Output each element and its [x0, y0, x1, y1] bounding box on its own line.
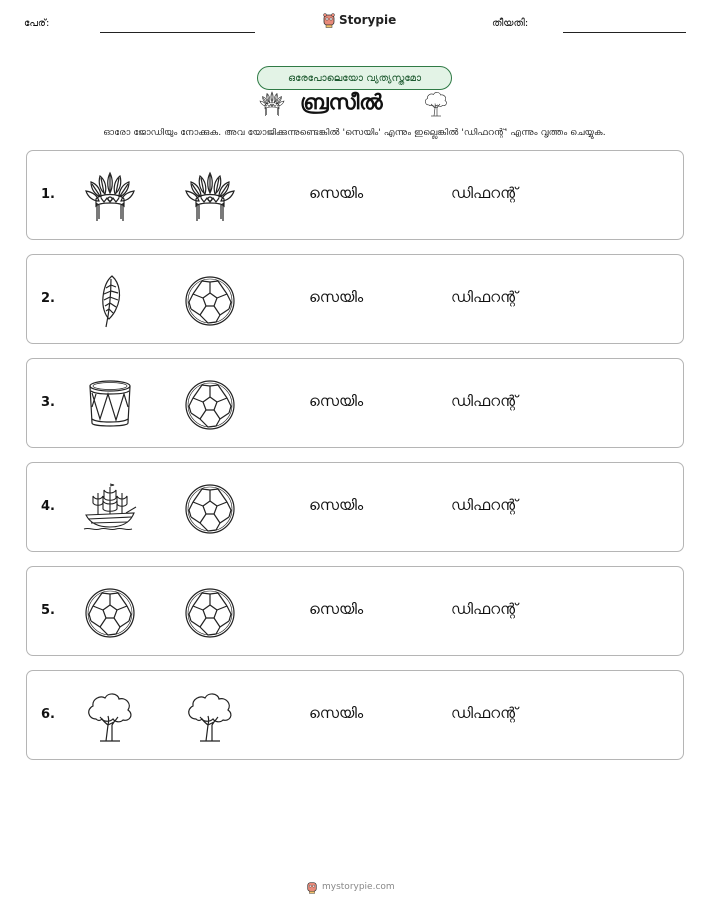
option-same[interactable]: സെയിം [309, 496, 364, 514]
worksheet-type-badge: ഒരേപോലെയോ വ്യത്യസ്തമോ [257, 66, 452, 90]
tree-icon [422, 90, 450, 118]
title-row [0, 90, 709, 120]
feather-icon [82, 273, 138, 329]
question-row [26, 566, 684, 656]
name-label: പേര്: [24, 18, 50, 29]
option-different[interactable]: ഡിഫറന്റ് [451, 496, 518, 514]
instructions-text: ഓരോ ജോഡിയും നോക്കുക. അവ യോജിക്കുന്നുണ്ടെങ്കിൽ 'സെയിം' എന്നും ഇല്ലെങ്കിൽ 'ഡിഫറന്റ്' എന്നും വൃത്തം ചെയ്യുക. [103, 127, 606, 138]
headdress-icon [182, 169, 238, 225]
footer [306, 880, 395, 894]
option-same[interactable]: സെയിം [309, 288, 364, 306]
drum-icon [82, 377, 138, 433]
option-different[interactable]: ഡിഫറന്റ് [451, 600, 518, 618]
question-number: 2. [41, 291, 55, 306]
option-different[interactable]: ഡിഫറന്റ് [451, 288, 518, 306]
option-same[interactable]: സെയിം [309, 600, 364, 618]
page-title: ബ്രസീൽ [300, 90, 383, 114]
question-number: 6. [41, 707, 55, 722]
date-field-line[interactable] [563, 32, 686, 33]
option-same[interactable]: സെയിം [309, 184, 364, 202]
ship-icon [82, 481, 138, 537]
name-field-line[interactable] [100, 32, 255, 33]
soccer-ball-icon [182, 481, 238, 537]
soccer-ball-icon [82, 585, 138, 641]
footer-site: mystorypie.com [322, 882, 395, 892]
headdress-icon [82, 169, 138, 225]
question-row [26, 462, 684, 552]
option-different[interactable]: ഡിഫറന്റ് [451, 184, 518, 202]
brand-name: Storypie [339, 13, 397, 27]
question-row [26, 358, 684, 448]
option-same[interactable]: സെയിം [309, 392, 364, 410]
question-number: 4. [41, 499, 55, 514]
storypie-mascot-icon [322, 12, 336, 28]
option-different[interactable]: ഡിഫറന്റ് [451, 704, 518, 722]
soccer-ball-icon [182, 377, 238, 433]
date-label: തീയതി: [492, 18, 529, 29]
worksheet-header [0, 0, 709, 40]
question-row [26, 254, 684, 344]
question-number: 3. [41, 395, 55, 410]
option-different[interactable]: ഡിഫറന്റ് [451, 392, 518, 410]
tree-icon [182, 689, 238, 745]
headdress-icon [258, 90, 286, 118]
tree-icon [82, 689, 138, 745]
brand-logo [322, 12, 396, 28]
soccer-ball-icon [182, 273, 238, 329]
question-number: 1. [41, 187, 55, 202]
option-same[interactable]: സെയിം [309, 704, 364, 722]
question-number: 5. [41, 603, 55, 618]
question-row [26, 150, 684, 240]
question-row [26, 670, 684, 760]
storypie-mascot-icon [306, 880, 318, 894]
soccer-ball-icon [182, 585, 238, 641]
